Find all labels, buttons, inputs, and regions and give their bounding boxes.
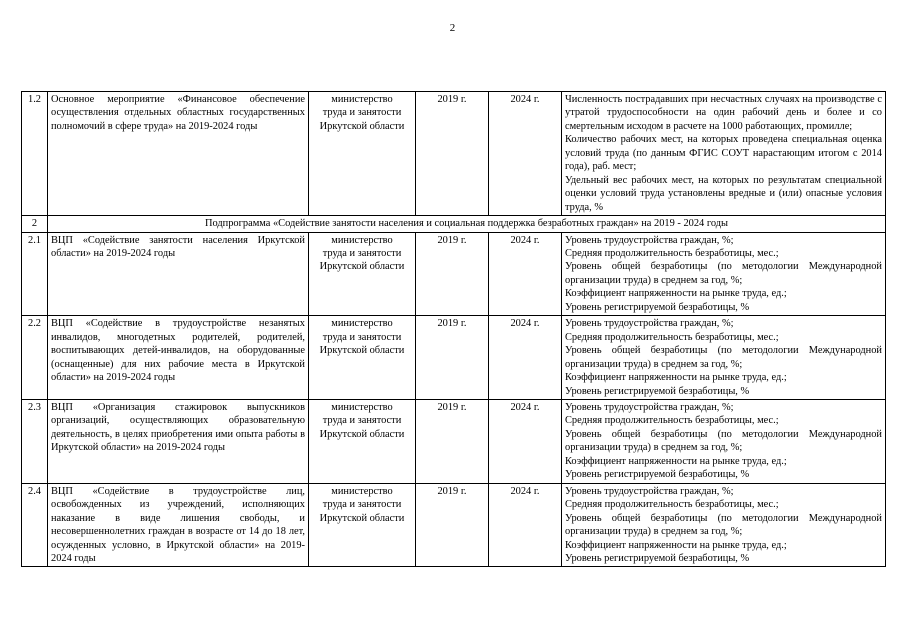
executor: [309, 399, 416, 483]
executor: [309, 92, 416, 216]
indicator: Коэффициент напряженности на рынке труда, ед.;: [565, 372, 787, 384]
subprogram-number: 2: [22, 216, 48, 232]
executor: [309, 316, 416, 400]
indicator: Уровень регистрируемой безработицы, %: [565, 552, 750, 564]
row-number: 2.1: [22, 232, 48, 316]
indicator: Уровень общей безработицы (по методологии Международной организации труда) в среднем за год, %;: [565, 512, 882, 538]
end-year: 2024 г.: [489, 399, 562, 483]
executor-line: труда и занятости: [322, 107, 402, 119]
end-year: 2024 г.: [489, 232, 562, 316]
executor-line: труда и занятости: [322, 247, 402, 259]
executor-line: труда и занятости: [322, 331, 402, 343]
executor-line: Иркутской области: [319, 261, 405, 273]
indicator: Уровень трудоустройства граждан, %;: [565, 485, 734, 497]
indicator: Средняя продолжительность безработицы, мес.;: [565, 415, 779, 427]
indicator: Уровень регистрируемой безработицы, %: [565, 469, 750, 481]
start-year: 2019 г.: [416, 92, 489, 216]
table-row: [22, 232, 886, 316]
start-year: 2019 г.: [416, 399, 489, 483]
indicator: Уровень общей безработицы (по методологии Международной организации труда) в среднем за год, %;: [565, 261, 882, 286]
row-number: 2.2: [22, 316, 48, 400]
executor: [309, 483, 416, 567]
row-number: 2.3: [22, 399, 48, 483]
page-number: 2: [449, 22, 456, 34]
measure-name: ВЦП «Организация стажировок выпускников организаций, осуществляющих образовательную деятельность, в целях приобретения ими опыта работы в Иркутской области» на 2019-2024 годы: [48, 399, 309, 483]
indicator: Средняя продолжительность безработицы, мес.;: [565, 331, 779, 343]
row-number: 2.4: [22, 483, 48, 567]
table-body: [22, 92, 886, 567]
indicator: Количество рабочих мест, на которых проведена специальная оценка условий труда (по данным ФГИС СОУТ нарастающим итогом с 2014 года), раб. мест;: [565, 134, 882, 173]
start-year: 2019 г.: [416, 316, 489, 400]
table-row: [22, 92, 886, 216]
table-row: [22, 483, 886, 567]
indicator: Уровень трудоустройства граждан, %;: [565, 401, 734, 413]
executor-line: труда и занятости: [322, 499, 402, 511]
indicator: Уровень общей безработицы (по методологии Международной организации труда) в среднем за год, %;: [565, 345, 882, 370]
measure-name: ВЦП «Содействие занятости населения Иркутской области» на 2019-2024 годы: [48, 232, 309, 316]
end-year: 2024 г.: [489, 483, 562, 567]
indicator: Уровень общей безработицы (по методологии Международной организации труда) в среднем за год, %;: [565, 428, 882, 454]
end-year: 2024 г.: [489, 316, 562, 400]
indicator: Уровень трудоустройства граждан, %;: [565, 234, 734, 246]
executor-line: Иркутской области: [319, 512, 405, 524]
measure-name: Основное мероприятие «Финансовое обеспечение осуществления отдельных областных государственных полномочий в сфере труда» на 2019-2024 годы: [48, 92, 309, 216]
executor-line: министерство: [331, 485, 393, 497]
indicator: Коэффициент напряженности на рынке труда, ед.;: [565, 455, 787, 467]
indicator: Коэффициент напряженности на рынке труда, ед.;: [565, 288, 787, 300]
indicator: Удельный вес рабочих мест, на которых по результатам специальной оценки условий труда установлены вредные и (или) опасные условия труда, %: [565, 174, 882, 213]
indicator: Средняя продолжительность безработицы, мес.;: [565, 247, 779, 259]
executor-line: Иркутской области: [319, 428, 405, 440]
indicator: Коэффициент напряженности на рынке труда, ед.;: [565, 539, 787, 551]
measure-name: ВЦП «Содействие в трудоустройстве незанятых инвалидов, многодетных родителей, родителей, воспитывающих детей-инвалидов, на оборудованные (оснащенные) для них рабочие места в Иркутской области» на 2019-2024 годы: [48, 316, 309, 400]
table-row: [22, 316, 886, 400]
executor: [309, 232, 416, 316]
measure-name: ВЦП «Содействие в трудоустройстве лиц, освобожденных из учреждений, исполняющих наказание в виде лишения свободы, и несовершеннолетних граждан в возрасте от 14 до 18 лет, осужденных условно, в Иркутской области» на 2019-2024 годы: [48, 483, 309, 567]
indicator: Численность пострадавших при несчастных случаях на производстве с утратой трудоспособности на один рабочий день и более и со смертельным исходом в расчете на 1000 работающих, промилле;: [565, 94, 882, 132]
executor-line: министерство: [331, 318, 393, 330]
indicator: Средняя продолжительность безработицы, мес.;: [565, 499, 779, 511]
start-year: 2019 г.: [416, 232, 489, 316]
indicators: [562, 399, 886, 483]
indicators: [562, 232, 886, 316]
executor-line: министерство: [331, 94, 393, 105]
indicators: [562, 316, 886, 400]
table-row: [22, 399, 886, 483]
executor-line: труда и занятости: [322, 415, 402, 427]
row-number: 1.2: [22, 92, 48, 216]
indicator: Уровень трудоустройства граждан, %;: [565, 318, 734, 330]
subprogram-row: [22, 216, 886, 232]
program-measures-table: [21, 91, 886, 567]
indicator: Уровень регистрируемой безработицы, %: [565, 385, 750, 397]
indicator: Уровень регистрируемой безработицы, %: [565, 301, 750, 313]
executor-line: Иркутской области: [319, 345, 405, 357]
executor-line: Иркутской области: [319, 120, 405, 132]
indicators: [562, 92, 886, 216]
executor-line: министерство: [331, 234, 393, 246]
subprogram-title: Подпрограмма «Содействие занятости населения и социальная поддержка безработных граждан» на 2019 - 2024 годы: [48, 216, 886, 232]
start-year: 2019 г.: [416, 483, 489, 567]
end-year: 2024 г.: [489, 92, 562, 216]
indicators: [562, 483, 886, 567]
executor-line: министерство: [331, 401, 393, 413]
